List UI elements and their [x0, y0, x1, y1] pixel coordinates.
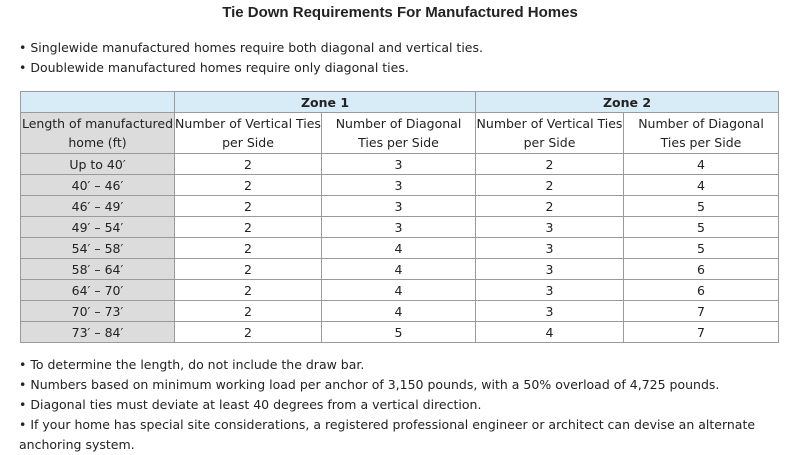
- value-cell: 3: [322, 217, 476, 238]
- value-cell: 2: [175, 322, 322, 343]
- length-header: Length of manufactured home (ft): [21, 113, 175, 154]
- value-cell: 2: [175, 238, 322, 259]
- table-row: [21, 280, 779, 301]
- tie-down-table: [20, 91, 779, 343]
- value-cell: 2: [175, 175, 322, 196]
- value-cell: 4: [322, 259, 476, 280]
- value-cell: 6: [624, 259, 779, 280]
- note-draw-bar: • To determine the length, do not include the draw bar.: [19, 357, 365, 372]
- table-row: [21, 175, 779, 196]
- value-cell: 4: [476, 322, 624, 343]
- length-cell: 73′ – 84′: [21, 322, 175, 343]
- page-title: Tie Down Requirements For Manufactured Homes: [222, 4, 578, 21]
- zone-1-vertical-header: Number of Vertical Ties per Side: [175, 113, 322, 154]
- value-cell: 2: [476, 196, 624, 217]
- value-cell: 5: [322, 322, 476, 343]
- blank-header-cell: [21, 92, 175, 113]
- zone-2-diagonal-header: Number of Diagonal Ties per Side: [624, 113, 779, 154]
- value-cell: 3: [476, 259, 624, 280]
- value-cell: 3: [476, 217, 624, 238]
- value-cell: 3: [476, 238, 624, 259]
- length-cell: 46′ – 49′: [21, 196, 175, 217]
- note-special-site: • If your home has special site considerations, a registered professional engineer or architect can devise an alternate anchoring system.: [19, 417, 756, 452]
- note-working-load: • Numbers based on minimum working load per anchor of 3,150 pounds, with a 50% overload of 4,725 pounds.: [19, 377, 720, 392]
- value-cell: 5: [624, 238, 779, 259]
- value-cell: 6: [624, 280, 779, 301]
- length-cell: Up to 40′: [21, 154, 175, 175]
- value-cell: 5: [624, 196, 779, 217]
- value-cell: 2: [175, 280, 322, 301]
- length-cell: 64′ – 70′: [21, 280, 175, 301]
- value-cell: 2: [175, 196, 322, 217]
- value-cell: 2: [175, 154, 322, 175]
- value-cell: 2: [175, 217, 322, 238]
- footer-notes: [19, 355, 781, 455]
- table-row: [21, 322, 779, 343]
- value-cell: 2: [476, 175, 624, 196]
- value-cell: 3: [322, 196, 476, 217]
- zone-header-row: [21, 92, 779, 113]
- note-doublewide: • Doublewide manufactured homes require only diagonal ties.: [19, 60, 409, 75]
- zone-1-diagonal-header: Number of Diagonal Ties per Side: [322, 113, 476, 154]
- value-cell: 7: [624, 301, 779, 322]
- table-row: [21, 238, 779, 259]
- value-cell: 4: [624, 154, 779, 175]
- note-diagonal-angle: • Diagonal ties must deviate at least 40 degrees from a vertical direction.: [19, 397, 482, 412]
- value-cell: 4: [624, 175, 779, 196]
- value-cell: 4: [322, 280, 476, 301]
- value-cell: 2: [175, 259, 322, 280]
- value-cell: 4: [322, 301, 476, 322]
- value-cell: 5: [624, 217, 779, 238]
- length-cell: 58′ – 64′: [21, 259, 175, 280]
- zone-2-vertical-header: Number of Vertical Ties per Side: [476, 113, 624, 154]
- length-cell: 49′ – 54′: [21, 217, 175, 238]
- length-cell: 54′ – 58′: [21, 238, 175, 259]
- value-cell: 3: [322, 175, 476, 196]
- note-singlewide: • Singlewide manufactured homes require both diagonal and vertical ties.: [19, 40, 483, 55]
- zone-1-header: Zone 1: [175, 92, 476, 113]
- value-cell: 3: [322, 154, 476, 175]
- value-cell: 2: [175, 301, 322, 322]
- table-row: [21, 217, 779, 238]
- value-cell: 2: [476, 154, 624, 175]
- zone-2-header: Zone 2: [476, 92, 779, 113]
- value-cell: 4: [322, 238, 476, 259]
- length-cell: 70′ – 73′: [21, 301, 175, 322]
- table-row: [21, 154, 779, 175]
- intro-notes: [19, 38, 483, 78]
- table-row: [21, 259, 779, 280]
- table-row: [21, 196, 779, 217]
- value-cell: 3: [476, 301, 624, 322]
- value-cell: 7: [624, 322, 779, 343]
- table-row: [21, 301, 779, 322]
- length-cell: 40′ – 46′: [21, 175, 175, 196]
- value-cell: 3: [476, 280, 624, 301]
- column-header-row: [21, 113, 779, 154]
